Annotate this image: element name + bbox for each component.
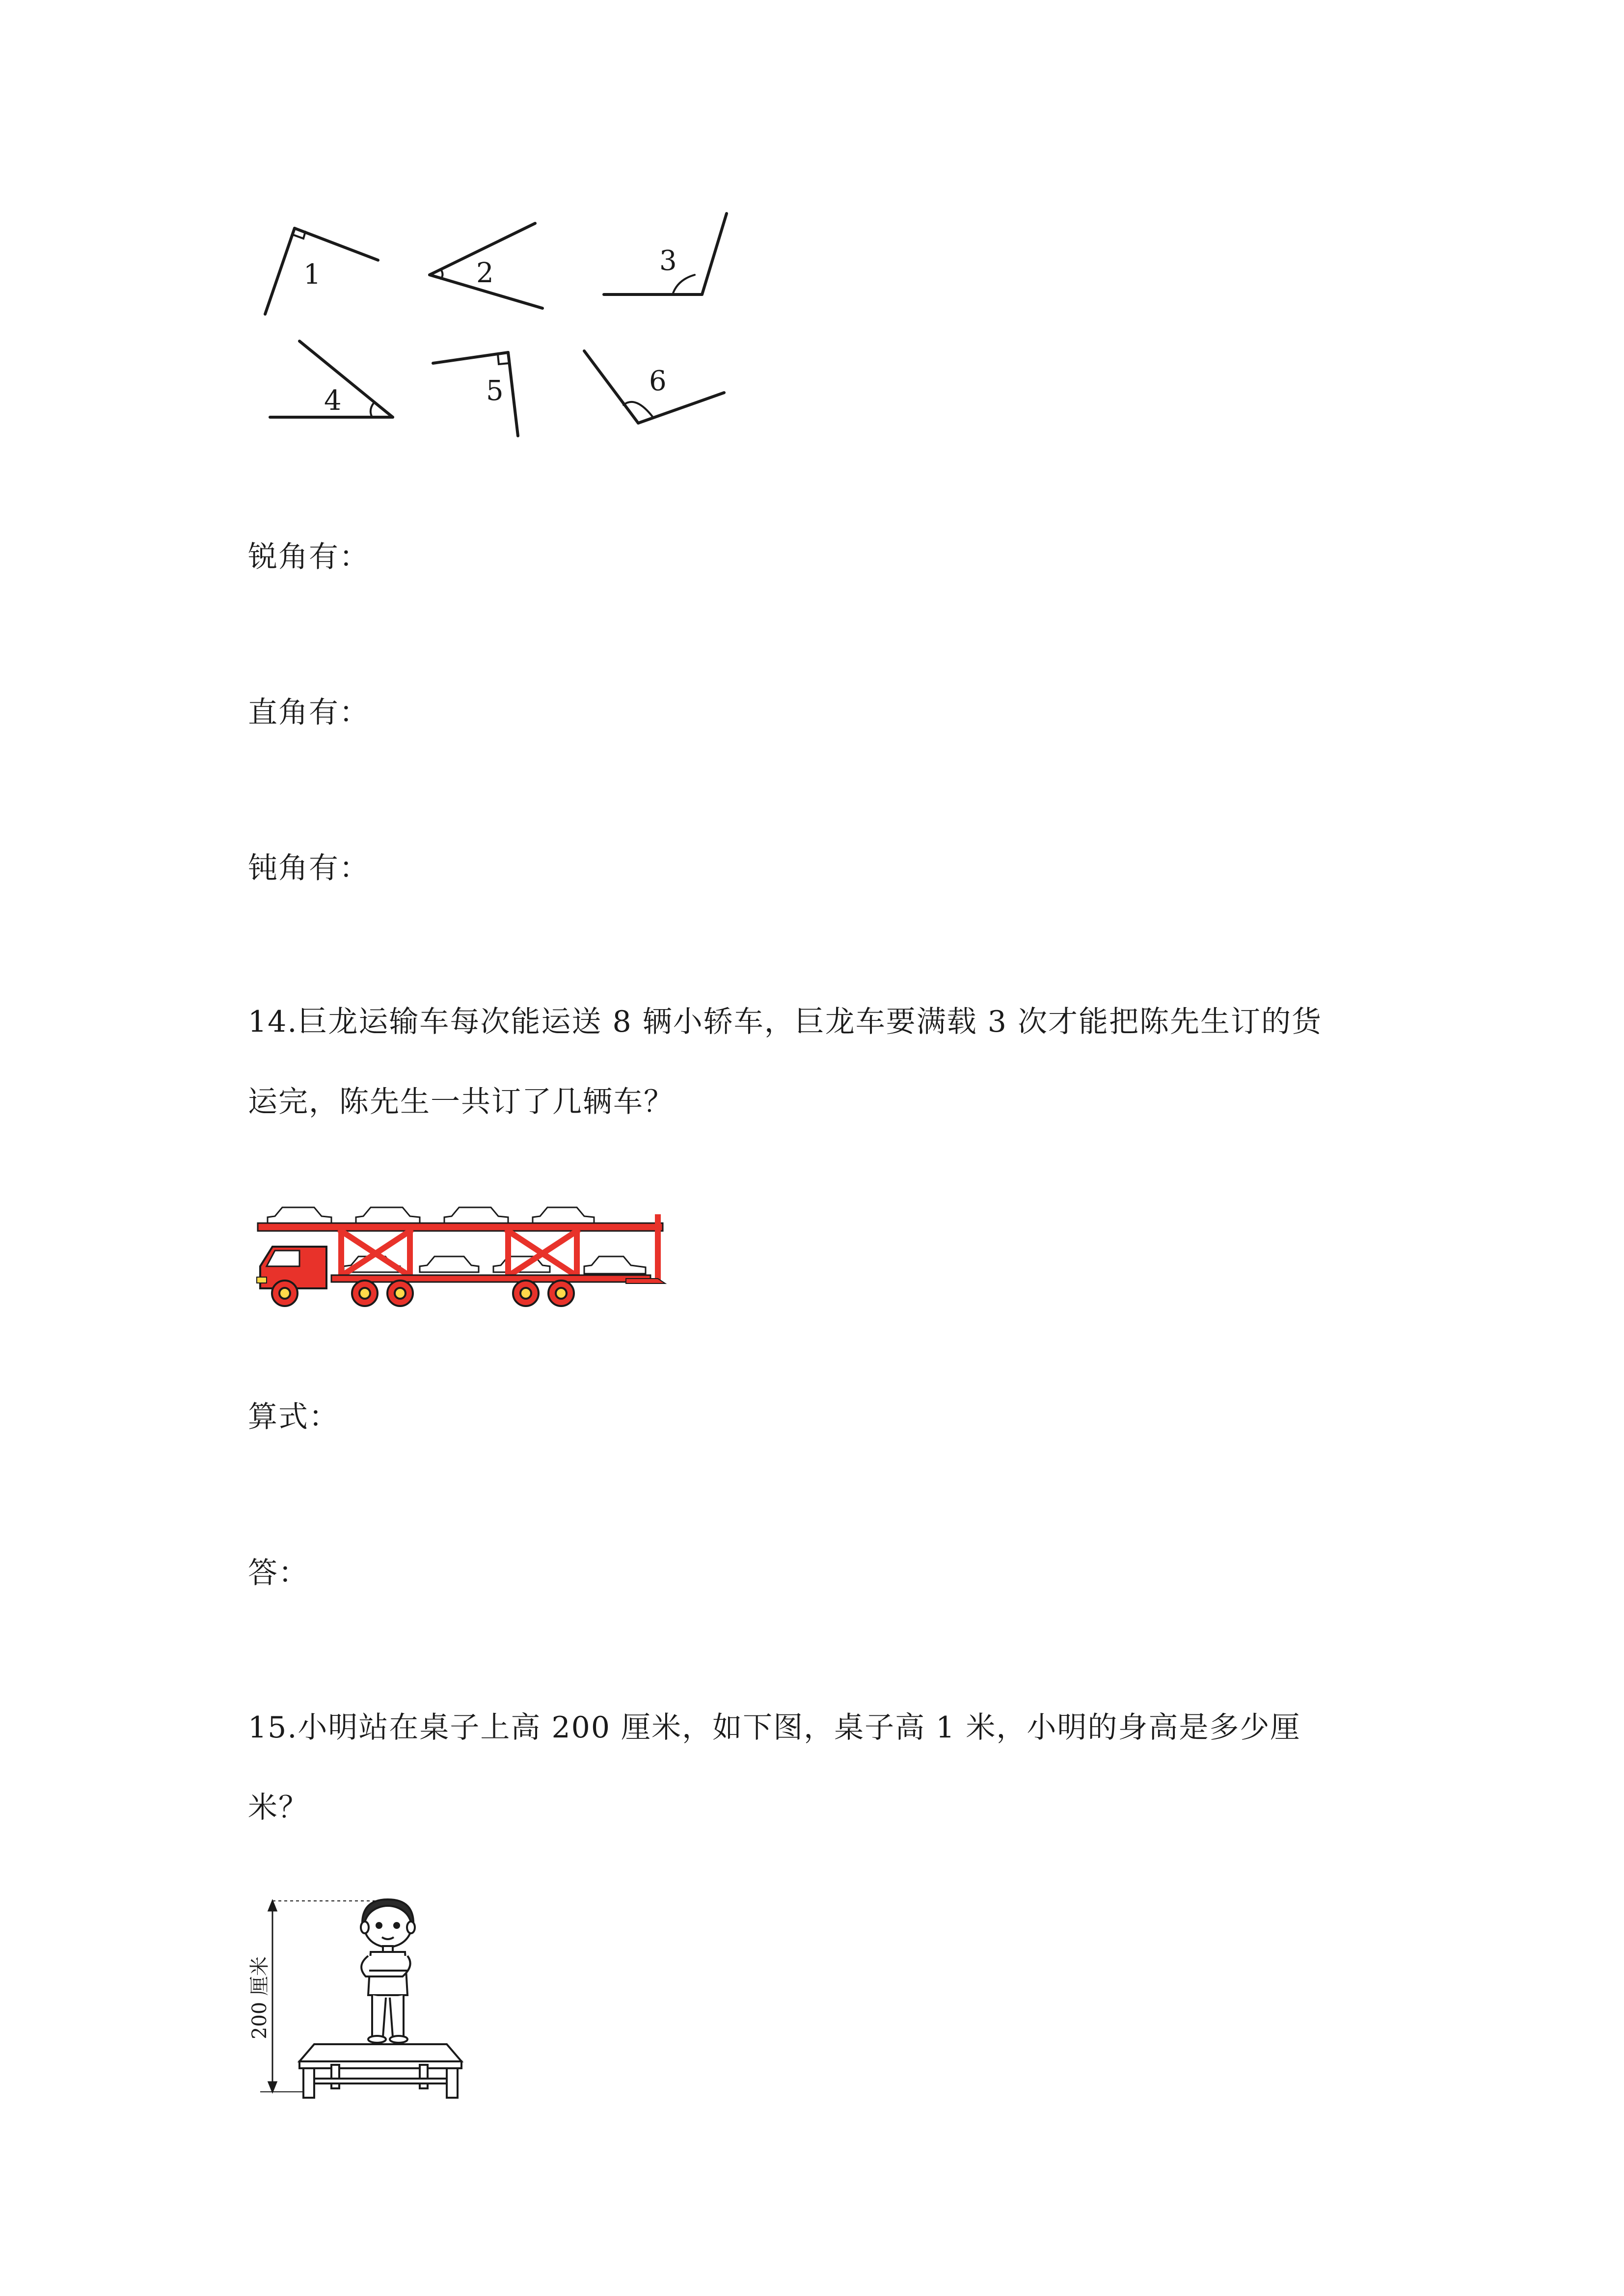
boy-illustration: [361, 1899, 415, 2043]
q15-text-line2: 米？: [248, 1790, 309, 1825]
q14-formula-label: 算式：: [248, 1400, 339, 1434]
angle-5: [433, 352, 518, 436]
q15-text-line1: 15.小明站在桌子上高 200 厘米，如下图，桌子高 1 米，小明的身高是多少厘: [248, 1710, 1301, 1745]
boy-on-table-figure: [245, 1892, 491, 2108]
q14-answer-label: 答：: [248, 1556, 309, 1590]
angle-2-label: 2: [476, 257, 494, 289]
table-illustration: [299, 2044, 461, 2098]
angle-6-label: 6: [649, 365, 667, 397]
car-transporter-figure: [253, 1193, 668, 1310]
upper-deck-cars: [268, 1207, 594, 1223]
angles-figure: [245, 196, 761, 452]
angle-5-label: 5: [486, 375, 504, 407]
acute-angles-label: 锐角有：: [248, 540, 370, 574]
angle-4-label: 4: [324, 385, 342, 417]
angle-3-label: 3: [659, 245, 677, 277]
right-angles-label: 直角有：: [248, 695, 370, 730]
angle-1: [265, 228, 378, 314]
angle-1-label: 1: [303, 259, 321, 291]
obtuse-angles-label: 钝角有：: [248, 851, 370, 885]
q14-text-line2: 运完，陈先生一共订了几辆车？: [248, 1085, 674, 1119]
height-measure-label: 200 厘米: [248, 1956, 271, 2039]
q14-text-line1: 14.巨龙运输车每次能运送 8 辆小轿车，巨龙车要满载 3 次才能把陈先生订的货: [248, 1005, 1323, 1039]
